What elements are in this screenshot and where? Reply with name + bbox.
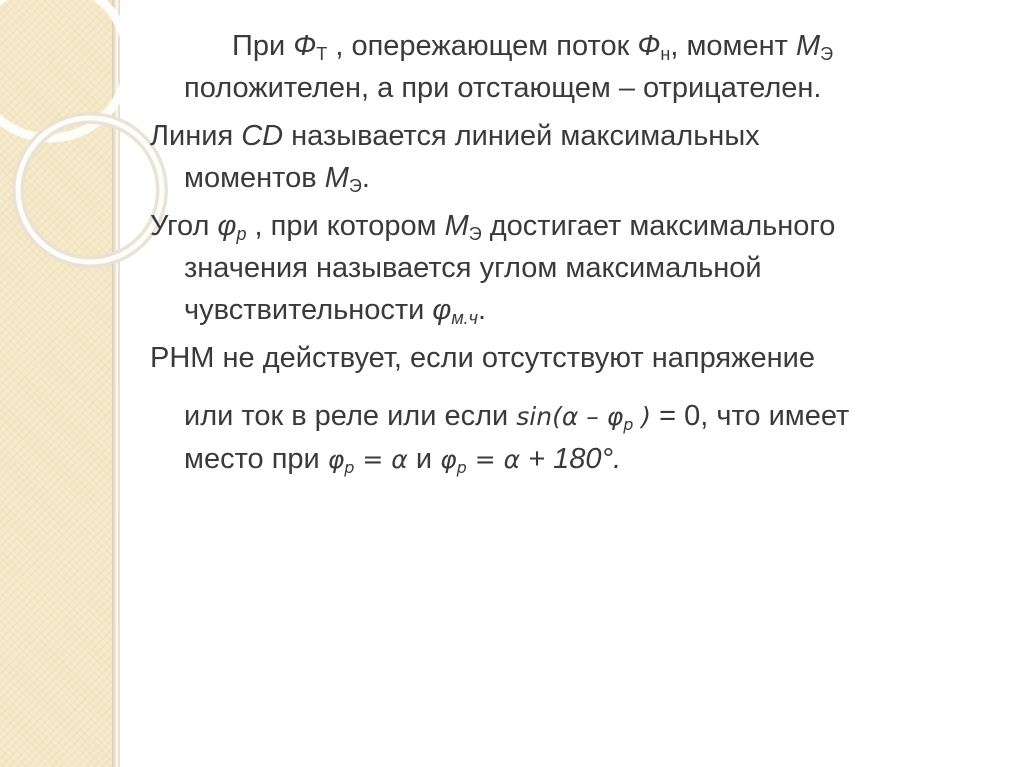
symbol-phi-n: Ф xyxy=(637,30,661,62)
text: чувствительности xyxy=(184,294,433,326)
text: . xyxy=(361,162,370,194)
subscript: р xyxy=(456,458,467,477)
symbol-phi: φ xyxy=(327,445,345,474)
subscript: Т xyxy=(316,44,328,64)
symbol-cd: CD xyxy=(241,120,284,152)
text: и xyxy=(407,443,441,475)
symbol-phi: φ xyxy=(432,294,452,326)
text: = 0, что имеет xyxy=(651,400,850,432)
text: . xyxy=(478,294,487,326)
text: моментов xyxy=(184,162,325,194)
subscript: Э xyxy=(468,224,482,244)
text: называется линией максимальных xyxy=(283,120,760,152)
formula-sin-end: ) xyxy=(633,402,652,431)
symbol-phi: φ xyxy=(217,210,237,242)
text: При xyxy=(232,30,294,62)
symbol-m: М xyxy=(444,210,469,242)
p4-line-2 xyxy=(150,395,980,438)
paragraph-2 xyxy=(150,115,980,199)
formula-sin: sin(α – φ xyxy=(516,402,624,431)
text: или ток в реле или если xyxy=(184,400,517,432)
text: достигает максимального xyxy=(481,210,836,242)
p4-line-1: РНМ не действует, если отсутствуют напряжение xyxy=(150,342,815,374)
paragraph-4 xyxy=(150,337,980,481)
decorative-ring-small-inner xyxy=(18,118,162,262)
p4-line-3 xyxy=(150,438,980,481)
symbol-phi-t: Ф xyxy=(293,30,317,62)
text: место при xyxy=(184,443,328,475)
text: , при котором xyxy=(246,210,445,242)
p2-line-1 xyxy=(150,115,980,157)
formula-eq: = α xyxy=(354,445,408,474)
text: , опережающем поток xyxy=(327,30,638,62)
paragraph-1 xyxy=(150,25,980,109)
p3-line-1 xyxy=(150,205,980,247)
formula-eq: = α xyxy=(466,445,521,474)
p1-line-1 xyxy=(150,25,980,67)
subscript: м.ч xyxy=(451,308,479,328)
p3-line-3 xyxy=(150,289,980,331)
text: Угол xyxy=(150,210,218,242)
text: , момент xyxy=(670,30,796,62)
subscript: Э xyxy=(348,176,362,196)
symbol-m: М xyxy=(795,30,821,62)
subscript: р xyxy=(344,458,355,477)
text: Линия xyxy=(150,120,242,152)
p3-line-2: значения называется углом максимальной xyxy=(184,252,762,284)
subscript: р xyxy=(236,224,247,244)
paragraph-3 xyxy=(150,205,980,331)
slide-body xyxy=(150,25,980,487)
formula-tail: + 180°. xyxy=(520,443,622,475)
subscript: р xyxy=(623,415,634,434)
subscript: Э xyxy=(820,44,834,64)
subscript: н xyxy=(660,44,671,64)
symbol-phi: φ xyxy=(440,445,457,474)
symbol-m: М xyxy=(324,162,349,194)
p1-line-2: положителен, а при отстающем – отрицателен. xyxy=(184,72,822,104)
p2-line-2 xyxy=(150,157,980,199)
